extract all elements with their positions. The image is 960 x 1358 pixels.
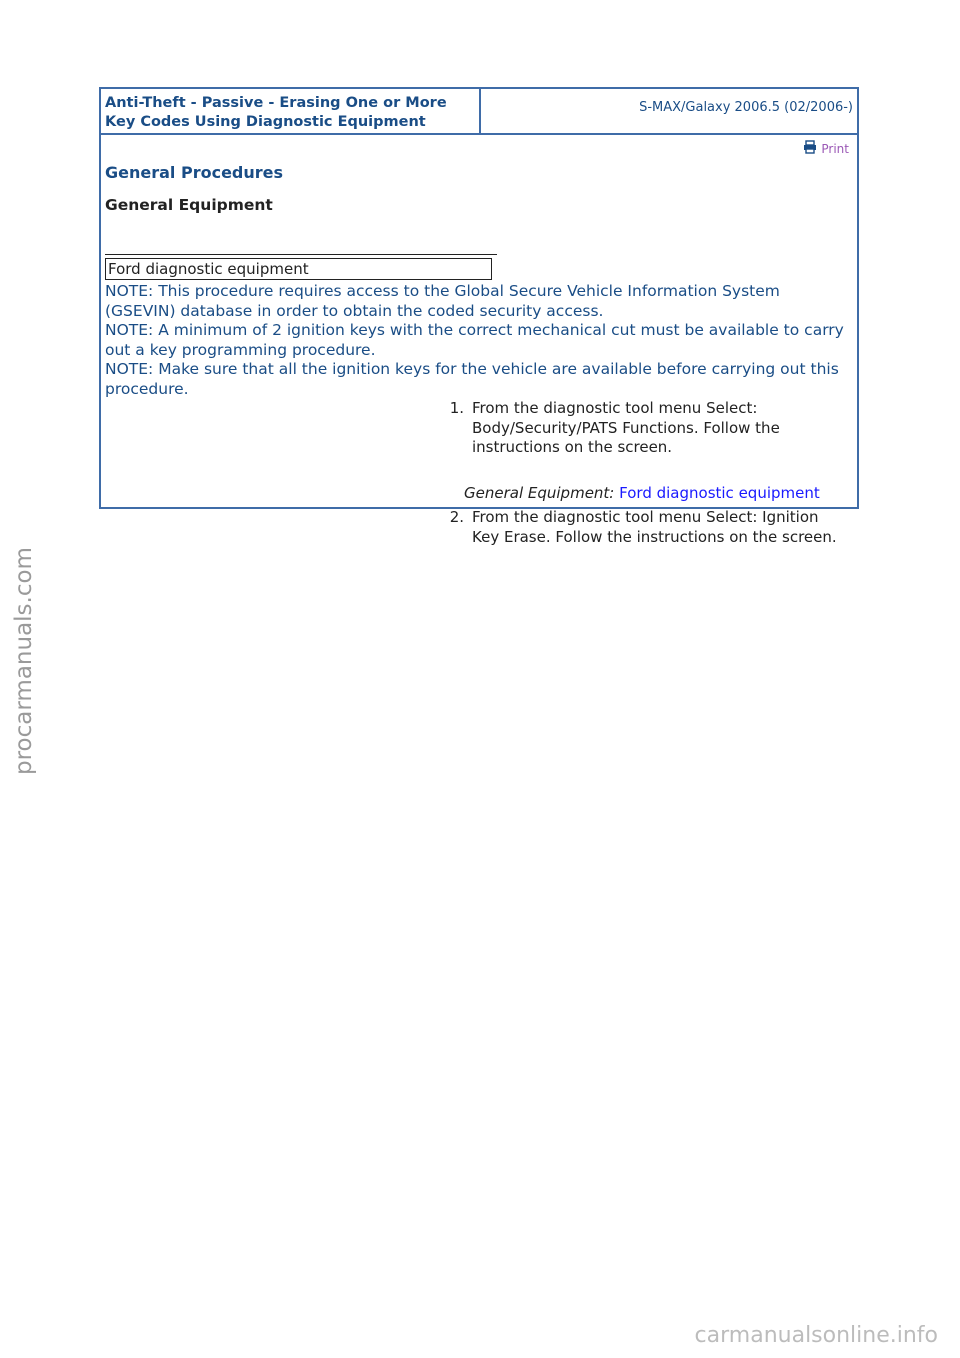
document-header [101,89,857,135]
document-frame [99,87,859,546]
step-equipment [464,484,820,502]
note-1: NOTE: This procedure requires access to the Global Secure Vehicle Information System (GSEVIN) database in order to obtain the coded security access. [105,282,780,320]
title-line-2: Key Codes Using Diagnostic Equipment [105,114,426,130]
step-1 [427,399,837,458]
print-link[interactable] [803,140,849,157]
model-label: S-MAX/Galaxy 2006.5 (02/2006-) [639,100,853,115]
title-line-1: Anti-Theft - Passive - Erasing One or More [105,95,447,111]
equipment-title: General Equipment [105,196,273,214]
step-text: From the diagnostic tool menu Select: Ignition Key Erase. Follow the instructions on the screen. [472,508,837,546]
step-equipment-link[interactable]: Ford diagnostic equipment [619,484,820,502]
note-2: NOTE: A minimum of 2 ignition keys with the correct mechanical cut must be available to carry out a key programming procedure. [105,321,844,359]
footer-watermark: carmanualsonline.info [694,1323,938,1348]
printer-icon [803,140,817,157]
document-body [101,135,857,546]
section-title: General Procedures [105,163,284,182]
side-watermark: procarmanuals.com [11,547,37,775]
step-number: 1. [449,399,464,417]
step-2 [427,508,837,547]
document-title [101,89,481,133]
step-number: 2. [449,508,464,526]
note-3: NOTE: Make sure that all the ignition keys for the vehicle are available before carrying out this procedure. [105,360,839,398]
step-text: From the diagnostic tool menu Select: Body/Security/PATS Functions. Follow the instructions on the screen. [472,399,780,457]
step-equipment-label: General Equipment: [464,484,615,502]
equipment-divider [105,254,497,255]
equipment-item: Ford diagnostic equipment [105,258,492,280]
print-label: Print [821,141,849,156]
notes [105,282,845,400]
